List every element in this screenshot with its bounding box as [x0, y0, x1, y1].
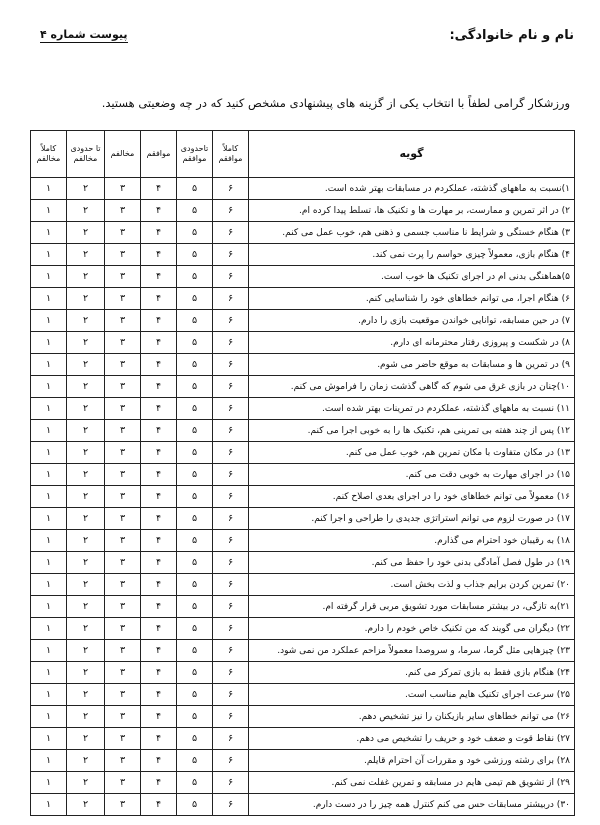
score-option-cell[interactable]: ۲	[67, 244, 105, 266]
score-option-cell[interactable]: ۵	[177, 398, 213, 420]
score-option-cell[interactable]: ۲	[67, 640, 105, 662]
score-option-cell[interactable]: ۶	[213, 486, 249, 508]
score-option-cell[interactable]: ۲	[67, 508, 105, 530]
statement-cell: ۲۹) از تشویق هم تیمی هایم در مسابقه و تمرین غفلت نمی کنم.	[249, 772, 575, 794]
score-option-cell[interactable]: ۴	[141, 508, 177, 530]
score-option-cell[interactable]: ۶	[213, 750, 249, 772]
table-row	[31, 464, 575, 486]
statement-cell: ۲۸) برای رشته ورزشی خود و مقررات آن احترام قایلم.	[249, 750, 575, 772]
table-row	[31, 574, 575, 596]
score-option-cell[interactable]: ۳	[105, 684, 141, 706]
statement-cell: ۶) هنگام اجرا، می توانم خطاهای خود را شناسایی کنم.	[249, 288, 575, 310]
score-option-cell[interactable]: ۱	[31, 310, 67, 332]
score-option-cell[interactable]: ۶	[213, 442, 249, 464]
score-option-cell[interactable]: ۶	[213, 376, 249, 398]
column-header: کاملاً مخالفم	[31, 131, 67, 178]
score-option-cell[interactable]: ۴	[141, 266, 177, 288]
score-option-cell[interactable]: ۳	[105, 442, 141, 464]
score-option-cell[interactable]: ۵	[177, 552, 213, 574]
score-option-cell[interactable]: ۱	[31, 398, 67, 420]
score-option-cell[interactable]: ۲	[67, 728, 105, 750]
statement-cell: ۱۶) معمولاً می توانم خطاهای خود را در اجرای بعدی اصلاح کنم.	[249, 486, 575, 508]
table-row	[31, 310, 575, 332]
score-option-cell[interactable]: ۱	[31, 288, 67, 310]
header-row	[31, 131, 575, 178]
statement-cell: ۲۴) هنگام بازی فقط به بازی تمرکز می کنم.	[249, 662, 575, 684]
score-option-cell[interactable]: ۱	[31, 420, 67, 442]
score-option-cell[interactable]: ۳	[105, 222, 141, 244]
score-option-cell[interactable]: ۶	[213, 420, 249, 442]
score-option-cell[interactable]: ۳	[105, 772, 141, 794]
annex-number	[40, 28, 128, 41]
score-option-cell[interactable]: ۱	[31, 640, 67, 662]
score-option-cell[interactable]: ۵	[177, 772, 213, 794]
score-option-cell[interactable]: ۳	[105, 794, 141, 816]
score-option-cell[interactable]: ۴	[141, 794, 177, 816]
score-option-cell[interactable]: ۳	[105, 420, 141, 442]
score-option-cell[interactable]: ۴	[141, 178, 177, 200]
table-row	[31, 288, 575, 310]
score-option-cell[interactable]: ۴	[141, 706, 177, 728]
table-row	[31, 486, 575, 508]
score-option-cell[interactable]: ۱	[31, 486, 67, 508]
score-option-cell[interactable]: ۶	[213, 618, 249, 640]
score-option-cell[interactable]: ۵	[177, 376, 213, 398]
score-option-cell[interactable]: ۵	[177, 640, 213, 662]
score-option-cell[interactable]: ۴	[141, 420, 177, 442]
score-option-cell[interactable]: ۶	[213, 332, 249, 354]
statement-cell: ۲۳) چیزهایی مثل گرما، سرما، و سروصدا معمولاً مزاحم عملکرد من نمی شود.	[249, 640, 575, 662]
score-option-cell[interactable]: ۵	[177, 662, 213, 684]
score-option-cell[interactable]: ۳	[105, 310, 141, 332]
score-option-cell[interactable]: ۳	[105, 618, 141, 640]
score-option-cell[interactable]: ۳	[105, 662, 141, 684]
score-option-cell[interactable]: ۶	[213, 530, 249, 552]
table-row	[31, 794, 575, 816]
statement-cell: ۱۲) پس از چند هفته بی تمرینی هم، تکنیک ها را به خوبی اجرا می کنم.	[249, 420, 575, 442]
table-row	[31, 266, 575, 288]
score-option-cell[interactable]: ۳	[105, 200, 141, 222]
score-option-cell[interactable]: ۵	[177, 222, 213, 244]
column-header: کاملاً موافقم	[213, 131, 249, 178]
score-option-cell[interactable]: ۱	[31, 684, 67, 706]
table-row	[31, 244, 575, 266]
score-option-cell[interactable]: ۲	[67, 310, 105, 332]
table-row	[31, 398, 575, 420]
score-option-cell[interactable]: ۲	[67, 222, 105, 244]
score-option-cell[interactable]: ۳	[105, 530, 141, 552]
score-option-cell[interactable]: ۶	[213, 552, 249, 574]
statement-cell: ۹) در تمرین ها و مسابقات به موقع حاضر می شوم.	[249, 354, 575, 376]
statement-cell: ۲۰) تمرین کردن برایم جذاب و لذت بخش است.	[249, 574, 575, 596]
table-row	[31, 640, 575, 662]
survey-table	[30, 130, 575, 816]
score-option-cell[interactable]: ۱	[31, 376, 67, 398]
table-row	[31, 728, 575, 750]
score-option-cell[interactable]: ۵	[177, 354, 213, 376]
score-option-cell[interactable]: ۱	[31, 706, 67, 728]
score-option-cell[interactable]: ۶	[213, 662, 249, 684]
score-option-cell[interactable]: ۵	[177, 574, 213, 596]
score-option-cell[interactable]: ۴	[141, 486, 177, 508]
survey-body	[31, 178, 575, 816]
score-option-cell[interactable]: ۲	[67, 706, 105, 728]
score-option-cell[interactable]: ۲	[67, 442, 105, 464]
statement-cell: ۳۰) دربیشتر مسابقات حس می کنم کنترل همه چیز را در دست دارم.	[249, 794, 575, 816]
score-option-cell[interactable]: ۳	[105, 574, 141, 596]
score-option-cell[interactable]: ۵	[177, 266, 213, 288]
statement-cell: ۲) در اثر تمرین و ممارست، بر مهارت ها و تکنیک ها، تسلط پیدا کرده ام.	[249, 200, 575, 222]
statement-cell: ۱۰)چنان در بازی غرق می شوم که گاهی گذشت زمان را فراموش می کنم.	[249, 376, 575, 398]
statement-cell: ۷) در حین مسابقه، توانایی خواندن موقعیت بازی را دارم.	[249, 310, 575, 332]
score-option-cell[interactable]: ۲	[67, 530, 105, 552]
score-option-cell[interactable]: ۴	[141, 244, 177, 266]
score-option-cell[interactable]: ۱	[31, 508, 67, 530]
score-option-cell[interactable]: ۴	[141, 618, 177, 640]
score-option-cell[interactable]: ۱	[31, 574, 67, 596]
score-option-cell[interactable]: ۳	[105, 398, 141, 420]
score-option-cell[interactable]: ۱	[31, 728, 67, 750]
statement-cell: ۱۱) نسبت به ماههای گذشته، عملکردم در تمرینات بهتر شده است.	[249, 398, 575, 420]
score-option-cell[interactable]: ۳	[105, 178, 141, 200]
score-option-cell[interactable]: ۳	[105, 354, 141, 376]
score-option-cell[interactable]: ۵	[177, 508, 213, 530]
score-option-cell[interactable]: ۴	[141, 200, 177, 222]
score-option-cell[interactable]: ۵	[177, 684, 213, 706]
score-option-cell[interactable]: ۳	[105, 596, 141, 618]
score-option-cell[interactable]: ۱	[31, 618, 67, 640]
table-row	[31, 442, 575, 464]
score-option-cell[interactable]: ۱	[31, 354, 67, 376]
score-option-cell[interactable]: ۶	[213, 310, 249, 332]
score-option-cell[interactable]: ۴	[141, 596, 177, 618]
score-option-cell[interactable]: ۶	[213, 574, 249, 596]
score-option-cell[interactable]: ۶	[213, 354, 249, 376]
score-option-cell[interactable]: ۲	[67, 486, 105, 508]
score-option-cell[interactable]: ۲	[67, 618, 105, 640]
statement-cell: ۴) هنگام بازی، معمولاً چیزی حواسم را پرت نمی کند.	[249, 244, 575, 266]
score-option-cell[interactable]: ۱	[31, 200, 67, 222]
score-option-cell[interactable]: ۶	[213, 772, 249, 794]
table-row	[31, 530, 575, 552]
score-option-cell[interactable]: ۴	[141, 310, 177, 332]
score-option-cell[interactable]: ۱	[31, 662, 67, 684]
score-option-cell[interactable]: ۵	[177, 310, 213, 332]
score-option-cell[interactable]: ۴	[141, 354, 177, 376]
score-option-cell[interactable]: ۱	[31, 772, 67, 794]
table-row	[31, 376, 575, 398]
score-option-cell[interactable]: ۵	[177, 200, 213, 222]
score-option-cell[interactable]: ۴	[141, 288, 177, 310]
score-option-cell[interactable]: ۵	[177, 530, 213, 552]
statement-cell: ۱۸) به رقیبان خود احترام می گذارم.	[249, 530, 575, 552]
score-option-cell[interactable]: ۵	[177, 728, 213, 750]
score-option-cell[interactable]: ۲	[67, 464, 105, 486]
score-option-cell[interactable]: ۴	[141, 442, 177, 464]
score-option-cell[interactable]: ۲	[67, 574, 105, 596]
name-field-label: نام و نام خانوادگی:	[449, 28, 574, 43]
annex-number-text: پیوست شماره ۴	[40, 28, 128, 41]
score-option-cell[interactable]: ۵	[177, 442, 213, 464]
statement-cell: ۳) هنگام خستگی و شرایط نا مناسب جسمی و ذهنی هم، خوب عمل می کنم.	[249, 222, 575, 244]
score-option-cell[interactable]: ۶	[213, 728, 249, 750]
score-option-cell[interactable]: ۴	[141, 332, 177, 354]
table-row	[31, 508, 575, 530]
score-option-cell[interactable]: ۴	[141, 684, 177, 706]
score-option-cell[interactable]: ۳	[105, 706, 141, 728]
score-option-cell[interactable]: ۳	[105, 332, 141, 354]
table-row	[31, 750, 575, 772]
statement-cell: ۲۲) دیگران می گویند که من تکنیک خاص خودم را دارم.	[249, 618, 575, 640]
score-option-cell[interactable]: ۳	[105, 464, 141, 486]
score-option-cell[interactable]: ۱	[31, 530, 67, 552]
table-row	[31, 706, 575, 728]
score-option-cell[interactable]: ۶	[213, 684, 249, 706]
score-option-cell[interactable]: ۲	[67, 354, 105, 376]
score-option-cell[interactable]: ۲	[67, 596, 105, 618]
score-option-cell[interactable]: ۶	[213, 244, 249, 266]
score-option-cell[interactable]: ۴	[141, 464, 177, 486]
score-option-cell[interactable]: ۵	[177, 178, 213, 200]
score-option-cell[interactable]: ۵	[177, 332, 213, 354]
score-option-cell[interactable]: ۵	[177, 596, 213, 618]
score-option-cell[interactable]: ۳	[105, 508, 141, 530]
score-option-cell[interactable]: ۶	[213, 288, 249, 310]
score-option-cell[interactable]: ۴	[141, 552, 177, 574]
table-row	[31, 178, 575, 200]
statement-cell: ۲۷) نقاط قوت و ضعف خود و حریف را تشخیص می دهم.	[249, 728, 575, 750]
score-option-cell[interactable]: ۲	[67, 420, 105, 442]
table-row	[31, 222, 575, 244]
score-option-cell[interactable]: ۵	[177, 486, 213, 508]
score-option-cell[interactable]: ۵	[177, 464, 213, 486]
score-option-cell[interactable]: ۱	[31, 222, 67, 244]
score-option-cell[interactable]: ۲	[67, 332, 105, 354]
score-option-cell[interactable]: ۴	[141, 222, 177, 244]
score-option-cell[interactable]: ۱	[31, 178, 67, 200]
table-row	[31, 596, 575, 618]
score-option-cell[interactable]: ۴	[141, 662, 177, 684]
column-header: تاحدودی موافقم	[177, 131, 213, 178]
score-option-cell[interactable]: ۴	[141, 398, 177, 420]
score-option-cell[interactable]: ۶	[213, 706, 249, 728]
score-option-cell[interactable]: ۴	[141, 574, 177, 596]
table-row	[31, 618, 575, 640]
statement-cell: ۱۵) در اجرای مهارت به خوبی دقت می کنم.	[249, 464, 575, 486]
score-option-cell[interactable]: ۴	[141, 530, 177, 552]
score-option-cell[interactable]: ۳	[105, 288, 141, 310]
score-option-cell[interactable]: ۶	[213, 508, 249, 530]
statement-cell: ۲۱)به تازگی، در بیشتر مسابقات مورد تشویق مربی قرار گرفته ام.	[249, 596, 575, 618]
statement-header: گویه	[249, 131, 575, 178]
table-row	[31, 354, 575, 376]
score-option-cell[interactable]: ۶	[213, 200, 249, 222]
score-option-cell[interactable]: ۱	[31, 596, 67, 618]
score-option-cell[interactable]: ۲	[67, 662, 105, 684]
statement-cell: ۲۵) سرعت اجرای تکنیک هایم مناسب است.	[249, 684, 575, 706]
score-option-cell[interactable]: ۴	[141, 728, 177, 750]
table-row	[31, 772, 575, 794]
score-option-cell[interactable]: ۶	[213, 596, 249, 618]
score-option-cell[interactable]: ۶	[213, 178, 249, 200]
score-option-cell[interactable]: ۲	[67, 178, 105, 200]
score-option-cell[interactable]: ۳	[105, 266, 141, 288]
score-option-cell[interactable]: ۱	[31, 442, 67, 464]
statement-cell: ۸) در شکست و پیروزی رفتار محترمانه ای دارم.	[249, 332, 575, 354]
table-row	[31, 332, 575, 354]
statement-cell: ۱)نسبت به ماههای گذشته، عملکردم در مسابقات بهتر شده است.	[249, 178, 575, 200]
score-option-cell[interactable]: ۲	[67, 398, 105, 420]
score-option-cell[interactable]: ۲	[67, 772, 105, 794]
score-option-cell[interactable]: ۴	[141, 376, 177, 398]
column-header: مخالفم	[105, 131, 141, 178]
statement-cell: ۱۳) در مکان متفاوت با مکان تمرین هم، خوب عمل می کنم.	[249, 442, 575, 464]
score-option-cell[interactable]: ۶	[213, 398, 249, 420]
score-option-cell[interactable]: ۵	[177, 420, 213, 442]
score-option-cell[interactable]: ۳	[105, 750, 141, 772]
score-option-cell[interactable]: ۶	[213, 266, 249, 288]
score-option-cell[interactable]: ۲	[67, 552, 105, 574]
score-option-cell[interactable]: ۱	[31, 794, 67, 816]
column-header: تا حدودی مخالفم	[67, 131, 105, 178]
score-option-cell[interactable]: ۳	[105, 640, 141, 662]
score-option-cell[interactable]: ۲	[67, 266, 105, 288]
table-row	[31, 552, 575, 574]
column-header: موافقم	[141, 131, 177, 178]
score-option-cell[interactable]: ۶	[213, 464, 249, 486]
statement-cell: ۵)هماهنگی بدنی ام در اجرای تکنیک ها خوب است.	[249, 266, 575, 288]
score-option-cell[interactable]: ۱	[31, 332, 67, 354]
statement-cell: ۲۶) می توانم خطاهای سایر بازیکنان را نیز تشخیص دهم.	[249, 706, 575, 728]
score-option-cell[interactable]: ۲	[67, 200, 105, 222]
score-option-cell[interactable]: ۱	[31, 244, 67, 266]
score-option-cell[interactable]: ۳	[105, 244, 141, 266]
score-option-cell[interactable]: ۳	[105, 486, 141, 508]
score-option-cell[interactable]: ۵	[177, 706, 213, 728]
score-option-cell[interactable]: ۴	[141, 640, 177, 662]
score-option-cell[interactable]: ۶	[213, 794, 249, 816]
statement-cell: ۱۹) در طول فصل آمادگی بدنی خود را حفظ می کنم.	[249, 552, 575, 574]
score-option-cell[interactable]: ۴	[141, 750, 177, 772]
table-row	[31, 420, 575, 442]
score-option-cell[interactable]: ۱	[31, 552, 67, 574]
score-option-cell[interactable]: ۵	[177, 618, 213, 640]
score-option-cell[interactable]: ۳	[105, 552, 141, 574]
table-row	[31, 662, 575, 684]
score-option-cell[interactable]: ۵	[177, 794, 213, 816]
instruction-text: ورزشکار گرامی لطفاً با انتخاب یکی از گزینه های پیشنهادی مشخص کنید که در چه وضعیتی هستید.	[101, 96, 570, 110]
score-option-cell[interactable]: ۵	[177, 244, 213, 266]
score-option-cell[interactable]: ۵	[177, 288, 213, 310]
score-option-cell[interactable]: ۱	[31, 464, 67, 486]
table-row	[31, 200, 575, 222]
score-option-cell[interactable]: ۶	[213, 222, 249, 244]
score-option-cell[interactable]: ۵	[177, 750, 213, 772]
score-option-cell[interactable]: ۲	[67, 288, 105, 310]
score-option-cell[interactable]: ۲	[67, 750, 105, 772]
score-option-cell[interactable]: ۶	[213, 640, 249, 662]
statement-cell: ۱۷) در صورت لزوم می توانم استراتژی جدیدی را طراحی و اجرا کنم.	[249, 508, 575, 530]
score-option-cell[interactable]: ۲	[67, 376, 105, 398]
score-option-cell[interactable]: ۱	[31, 266, 67, 288]
score-option-cell[interactable]: ۴	[141, 772, 177, 794]
score-option-cell[interactable]: ۳	[105, 376, 141, 398]
table-row	[31, 684, 575, 706]
score-option-cell[interactable]: ۲	[67, 684, 105, 706]
score-option-cell[interactable]: ۲	[67, 794, 105, 816]
score-option-cell[interactable]: ۱	[31, 750, 67, 772]
score-option-cell[interactable]: ۳	[105, 728, 141, 750]
